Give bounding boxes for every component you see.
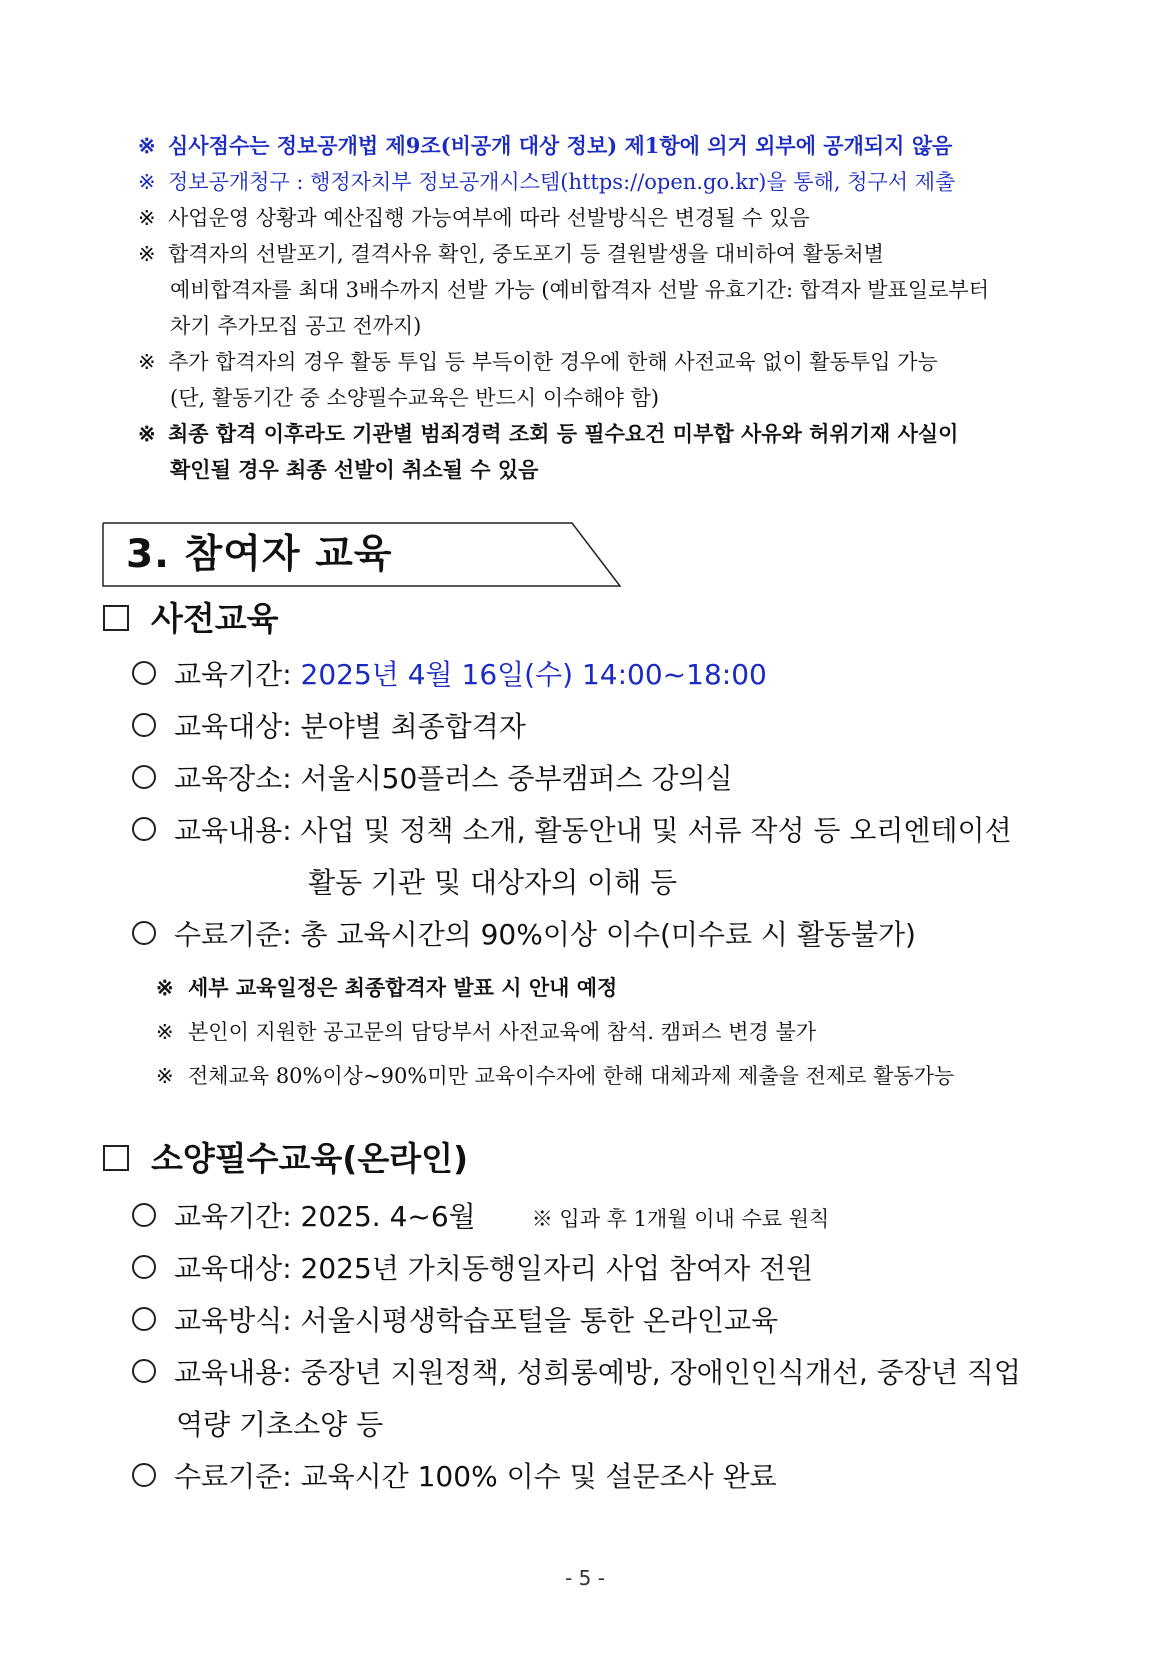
online-edu-criteria: 수료기준: 교육시간 100% 이수 및 설문조사 완료 <box>132 1456 777 1498</box>
pre-edu-content: 교육내용: 사업 및 정책 소개, 활동안내 및 서류 작성 등 오리엔테이션 <box>132 810 1012 852</box>
note-reserve-line3: 차기 추가모집 공고 전까지) <box>170 314 422 338</box>
online-edu-content: 교육내용: 중장년 지원정책, 성희롱예방, 장애인인식개선, 중장년 직업 <box>132 1352 1021 1394</box>
circle-bullet-icon <box>132 1255 156 1279</box>
circle-bullet-icon <box>132 661 156 685</box>
online-edu-method: 교육방식: 서울시평생학습포털을 통한 온라인교육 <box>132 1300 778 1342</box>
pre-edu-subnote-schedule: ※ 세부 교육일정은 최종합격자 발표 시 안내 예정 <box>156 975 618 1000</box>
section-title: 3. 참여자 교육 <box>126 532 393 577</box>
circle-bullet-icon <box>132 765 156 789</box>
heading-online-education: 소양필수교육(온라인) <box>103 1136 468 1182</box>
online-edu-period: 교육기간: 2025. 4~6월 ※ 입과 후 1개월 이내 수료 원칙 <box>132 1196 829 1240</box>
note-reserve-line2: 예비합격자를 최대 3배수까지 선발 가능 (예비합격자 선발 유효기간: 합격자 발표일로부터 <box>170 278 989 302</box>
pre-edu-subnote-campus: ※ 본인이 지원한 공고문의 담당부서 사전교육에 참석. 캠퍼스 변경 불가 <box>156 1020 817 1044</box>
circle-bullet-icon <box>132 713 156 737</box>
pre-edu-criteria: 수료기준: 총 교육시간의 90%이상 이수(미수료 시 활동불가) <box>132 914 916 956</box>
note-cancel-line1: ※ 최종 합격 이후라도 기관별 범죄경력 조회 등 필수요건 미부합 사유와 허위기재 사실이 <box>138 421 959 446</box>
pre-edu-place: 교육장소: 서울시50플러스 중부캠퍼스 강의실 <box>132 758 733 800</box>
note-reserve-line1: ※ 합격자의 선발포기, 결격사유 확인, 중도포기 등 결원발생을 대비하여 활동처별 <box>138 242 884 266</box>
online-edu-target: 교육대상: 2025년 가치동행일자리 사업 참여자 전원 <box>132 1248 813 1290</box>
circle-bullet-icon <box>132 1463 156 1487</box>
circle-bullet-icon <box>132 921 156 945</box>
heading-pre-education: 사전교육 <box>103 596 279 642</box>
note-selection-change: ※ 사업운영 상황과 예산집행 가능여부에 따라 선발방식은 변경될 수 있음 <box>138 206 810 230</box>
page-number: - 5 - <box>565 1566 605 1590</box>
note-additional-line1: ※ 추가 합격자의 경우 활동 투입 등 부득이한 경우에 한해 사전교육 없이 활동투입 가능 <box>138 350 938 374</box>
circle-bullet-icon <box>132 817 156 841</box>
note-undisclosed-score: ※ 심사점수는 정보공개법 제9조(비공개 대상 정보) 제1항에 의거 외부에 공개되지 않음 <box>138 133 953 158</box>
circle-bullet-icon <box>132 1307 156 1331</box>
note-cancel-line2: 확인될 경우 최종 선발이 취소될 수 있음 <box>170 457 539 482</box>
note-info-request: ※ 정보공개청구 : 행정자치부 정보공개시스템(https://open.go.kr)을 통해, 청구서 제출 <box>138 170 956 194</box>
circle-bullet-icon <box>132 1359 156 1383</box>
pre-edu-period: 교육기간: 2025년 4월 16일(수) 14:00~18:00 <box>132 654 767 696</box>
pre-edu-target: 교육대상: 분야별 최종합격자 <box>132 706 526 748</box>
square-bullet-icon <box>103 605 129 631</box>
circle-bullet-icon <box>132 1203 156 1227</box>
pre-edu-subnote-alternative: ※ 전체교육 80%이상~90%미만 교육이수자에 한해 대체과제 제출을 전제로 활동가능 <box>156 1064 955 1088</box>
online-edu-content-cont: 역량 기초소양 등 <box>176 1408 384 1441</box>
square-bullet-icon <box>103 1145 129 1171</box>
pre-edu-content-cont: 활동 기관 및 대상자의 이해 등 <box>308 866 678 899</box>
note-additional-line2: (단, 활동기간 중 소양필수교육은 반드시 이수해야 함) <box>170 386 660 410</box>
